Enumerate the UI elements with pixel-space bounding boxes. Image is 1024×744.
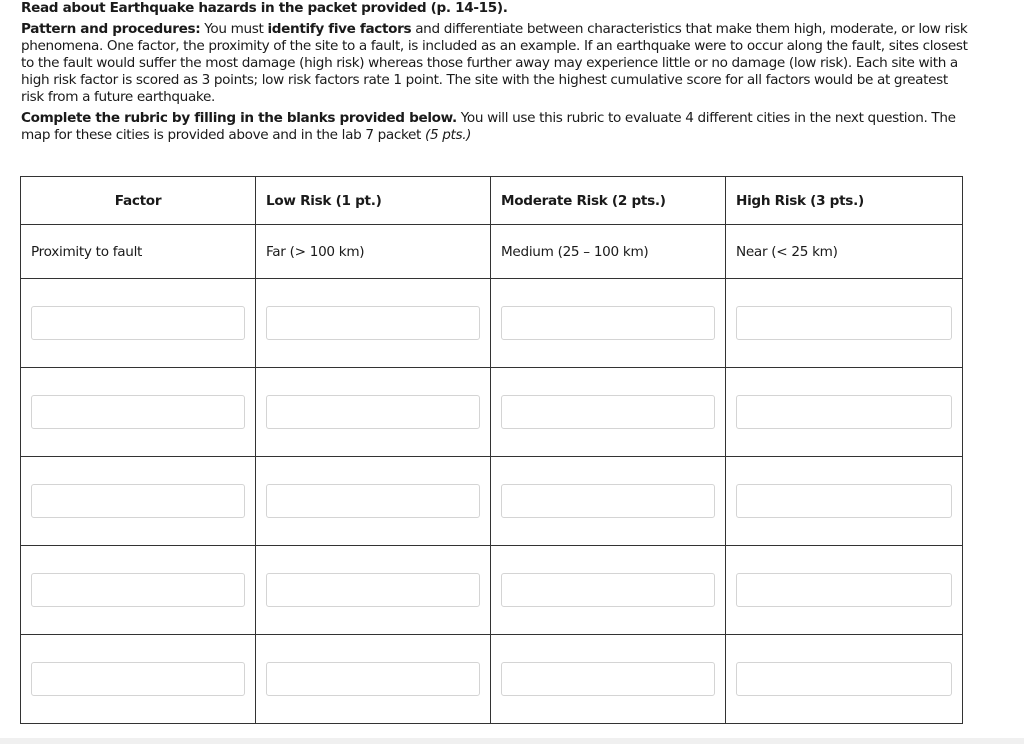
low-risk-input-5[interactable]: [266, 662, 480, 696]
rubric-table: [20, 176, 963, 724]
blank-row-3: [21, 457, 963, 546]
blank-row-4: [21, 546, 963, 635]
factor-input-3[interactable]: [31, 484, 245, 518]
factor-input-5[interactable]: [31, 662, 245, 696]
high-risk-input-1[interactable]: [736, 306, 952, 340]
low-risk-input-2[interactable]: [266, 395, 480, 429]
moderate-risk-input-5[interactable]: [501, 662, 715, 696]
instructions-heading: Read about Earthquake hazards in the packet provided (p. 14-15).: [21, 0, 508, 16]
low-risk-input-1[interactable]: [266, 306, 480, 340]
complete-paragraph: Complete the rubric by filling in the blanks provided below. You will use this rubric to evaluate 4 different cities in the next question. The map for these cities is provided above and in the lab 7 packet (5 pts.): [21, 110, 956, 143]
example-factor: Proximity to fault: [21, 225, 256, 279]
header-low-risk: Low Risk (1 pt.): [256, 177, 491, 225]
factor-input-2[interactable]: [31, 395, 245, 429]
high-risk-input-5[interactable]: [736, 662, 952, 696]
pattern-paragraph: Pattern and procedures: You must identify five factors and differentiate between characteristics that make them high, moderate, or low risk phenomena. One factor, the proximity of the site to a fault, is included as an example. If an earthquake were to occur along the fault, sites closest to the fault would suffer the most damage (high risk) whereas those further away may experience little or no damage (low risk). Each site with a high risk factor is scored as 3 points; low risk factors rate 1 point. The site with the highest cumulative score for all factors would be at greatest risk from a future earthquake.: [21, 21, 968, 105]
blank-row-2: [21, 368, 963, 457]
blank-row-1: [21, 279, 963, 368]
pattern-bold: identify five factors: [267, 21, 412, 37]
moderate-risk-input-1[interactable]: [501, 306, 715, 340]
blank-row-5: [21, 635, 963, 724]
pattern-label: Pattern and procedures:: [21, 21, 201, 37]
factor-input-1[interactable]: [31, 306, 245, 340]
header-factor: Factor: [21, 177, 256, 225]
example-high: Near (< 25 km): [726, 225, 963, 279]
moderate-risk-input-3[interactable]: [501, 484, 715, 518]
moderate-risk-input-2[interactable]: [501, 395, 715, 429]
complete-label: Complete the rubric by filling in the blanks provided below.: [21, 110, 457, 126]
low-risk-input-3[interactable]: [266, 484, 480, 518]
points-label: (5 pts.): [424, 127, 472, 143]
instructions: [21, 0, 971, 148]
high-risk-input-4[interactable]: [736, 573, 952, 607]
low-risk-input-4[interactable]: [266, 573, 480, 607]
bottom-divider: [0, 738, 1024, 744]
example-moderate: Medium (25 – 100 km): [491, 225, 726, 279]
high-risk-input-2[interactable]: [736, 395, 952, 429]
moderate-risk-input-4[interactable]: [501, 573, 715, 607]
high-risk-input-3[interactable]: [736, 484, 952, 518]
header-moderate-risk: Moderate Risk (2 pts.): [491, 177, 726, 225]
header-high-risk: High Risk (3 pts.): [726, 177, 963, 225]
example-low: Far (> 100 km): [256, 225, 491, 279]
example-row: [21, 225, 963, 279]
factor-input-4[interactable]: [31, 573, 245, 607]
header-row: [21, 177, 963, 225]
